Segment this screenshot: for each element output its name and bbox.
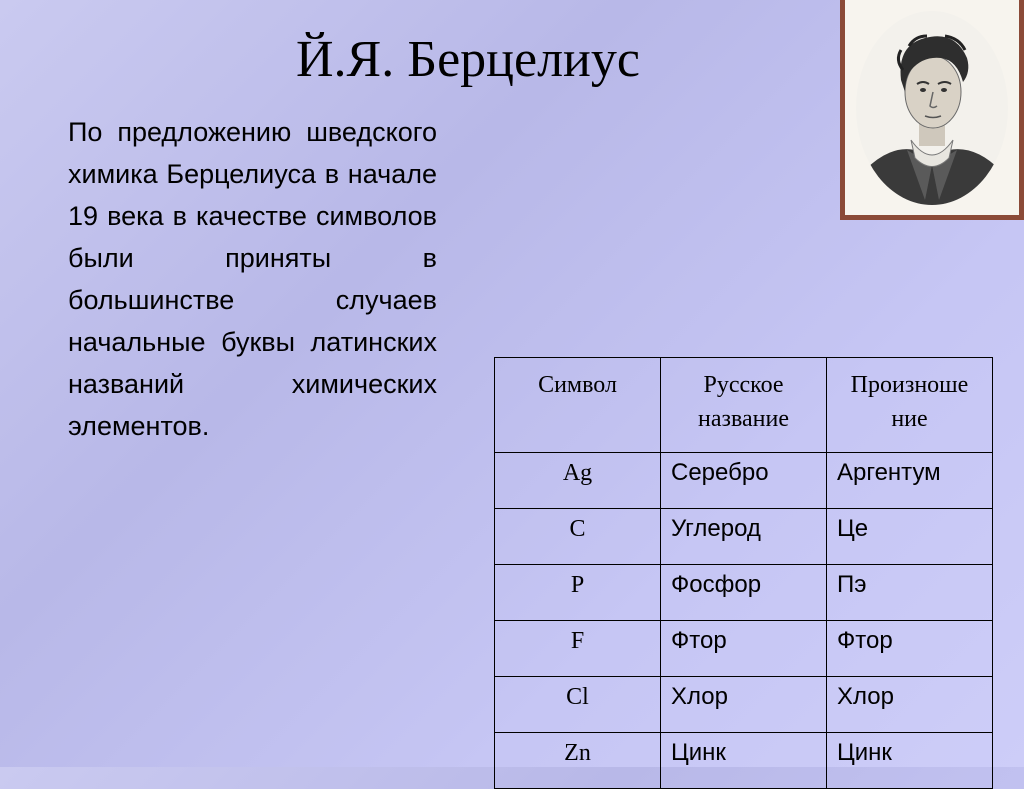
cell-symbol: Zn — [495, 733, 661, 789]
cell-russian-name: Фосфор — [661, 565, 827, 621]
cell-pronunciation: Хлор — [827, 677, 993, 733]
table-row — [495, 565, 993, 621]
cell-symbol: C — [495, 509, 661, 565]
cell-pronunciation: Це — [827, 509, 993, 565]
intro-paragraph: По предложению шведского химика Берцелиуса в начале 19 века в качестве символов были приняты в большинстве случаев начальные буквы латинских названий химических элементов. — [68, 117, 437, 441]
cell-symbol: Cl — [495, 677, 661, 733]
slide-title: Й.Я. Берцелиус — [296, 31, 640, 88]
table-row — [495, 621, 993, 677]
cell-symbol: F — [495, 621, 661, 677]
cell-symbol: P — [495, 565, 661, 621]
cell-pronunciation: Цинк — [827, 733, 993, 789]
portrait-image — [840, 0, 1024, 220]
table-row — [495, 677, 993, 733]
cell-russian-name: Цинк — [661, 733, 827, 789]
cell-russian-name: Серебро — [661, 453, 827, 509]
cell-russian-name: Хлор — [661, 677, 827, 733]
table-row — [495, 733, 993, 789]
elements-table — [494, 357, 993, 789]
table-row — [495, 453, 993, 509]
cell-russian-name: Углерод — [661, 509, 827, 565]
portrait-drawing — [845, 0, 1019, 215]
cell-russian-name: Фтор — [661, 621, 827, 677]
header-pronunciation: Произноше ние — [827, 358, 993, 453]
table-row — [495, 509, 993, 565]
header-symbol: Символ — [495, 358, 661, 453]
cell-symbol: Ag — [495, 453, 661, 509]
cell-pronunciation: Пэ — [827, 565, 993, 621]
cell-pronunciation: Аргентум — [827, 453, 993, 509]
cell-pronunciation: Фтор — [827, 621, 993, 677]
header-russian-name: Русское название — [661, 358, 827, 453]
table-header-row — [495, 358, 993, 453]
